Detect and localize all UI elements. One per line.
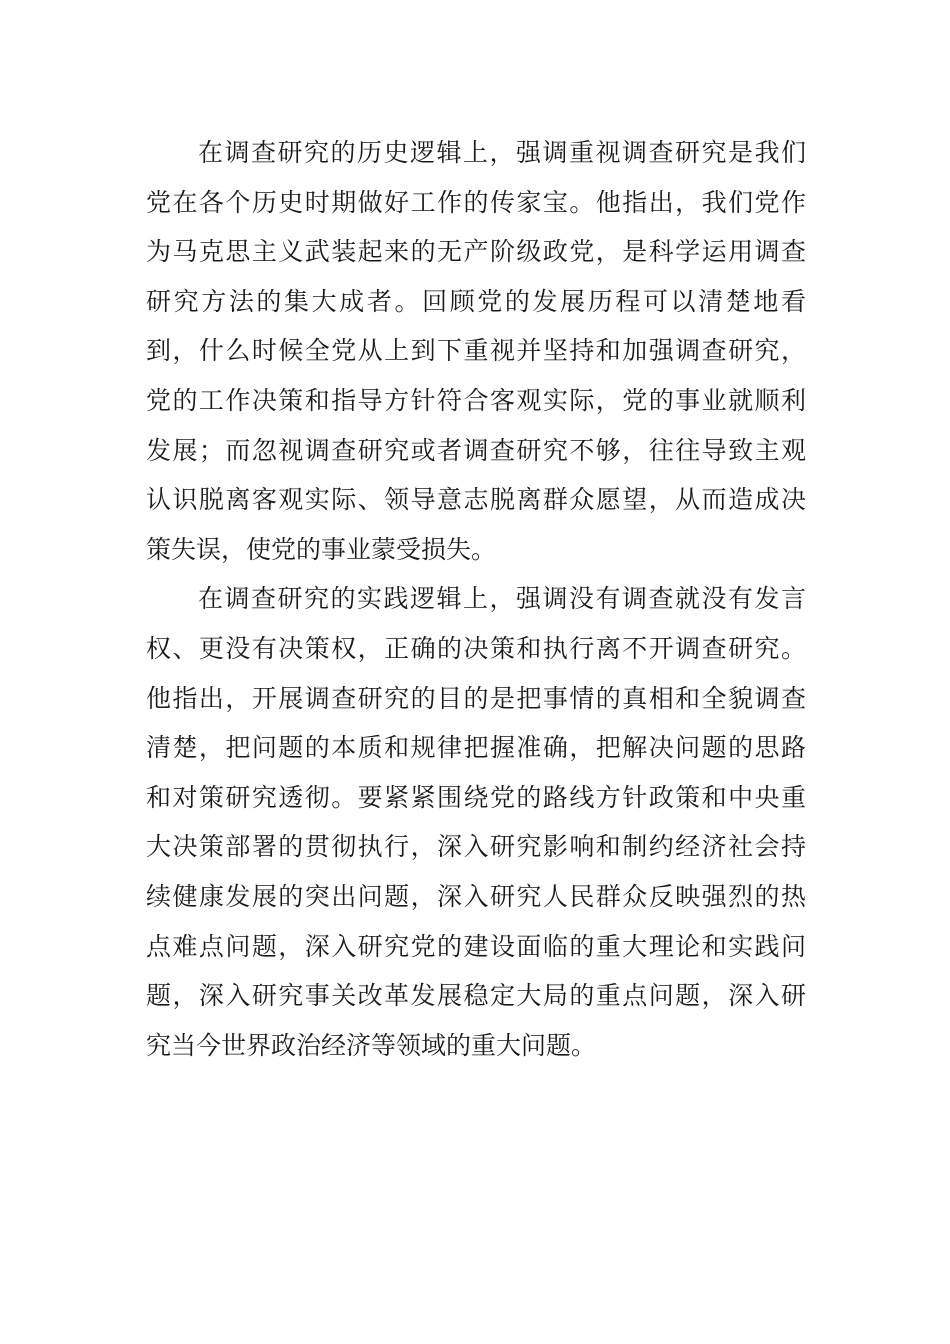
text-line: 到，什么时候全党从上到下重视并坚持和加强调查研究， — [146, 336, 806, 366]
text-line: 在调查研究的实践逻辑上，强调没有调查就没有发言 — [198, 584, 806, 614]
text-line: 党在各个历史时期做好工作的传家宝。他指出，我们党作 — [146, 187, 806, 217]
text-line: 清楚，把问题的本质和规律把握准确，把解决问题的思路 — [146, 733, 806, 763]
text-line: 和对策研究透彻。要紧紧围绕党的路线方针政策和中央重 — [146, 782, 806, 812]
text-line: 认识脱离客观实际、领导意志脱离群众愿望，从而造成决 — [146, 485, 806, 515]
text-line: 为马克思主义武装起来的无产阶级政党，是科学运用调查 — [146, 237, 806, 267]
document-body — [146, 128, 806, 1070]
text-line: 点难点问题，深入研究党的建设面临的重大理论和实践问 — [146, 931, 806, 961]
text-line: 究当今世界政治经济等领域的重大问题。 — [146, 1030, 597, 1060]
text-line: 党的工作决策和指导方针符合客观实际，党的事业就顺利 — [146, 385, 806, 415]
text-line: 大决策部署的贯彻执行，深入研究影响和制约经济社会持 — [146, 832, 806, 862]
text-line: 在调查研究的历史逻辑上，强调重视调查研究是我们 — [198, 138, 806, 167]
text-line: 发展；而忽视调查研究或者调查研究不够，往往导致主观 — [146, 435, 806, 465]
text-line: 研究方法的集大成者。回顾党的发展历程可以清楚地看 — [146, 286, 806, 316]
text-line: 他指出，开展调查研究的目的是把事情的真相和全貌调查 — [146, 683, 806, 713]
text-line: 题，深入研究事关改革发展稳定大局的重点问题，深入研 — [146, 981, 806, 1011]
paragraph-practice-logic — [146, 574, 806, 1070]
paragraph-history-logic — [146, 128, 806, 574]
text-line: 策失误，使党的事业蒙受损失。 — [146, 534, 497, 564]
text-line: 续健康发展的突出问题，深入研究人民群众反映强烈的热 — [146, 881, 806, 911]
text-line: 权、更没有决策权，正确的决策和执行离不开调查研究。 — [146, 633, 806, 663]
